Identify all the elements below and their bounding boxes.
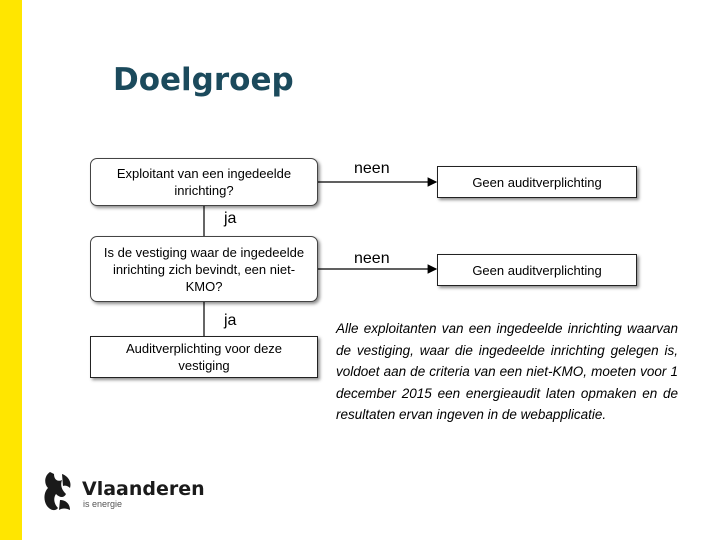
result-box-auditverplichting: Auditverplichting voor deze vestiging xyxy=(90,336,318,378)
edge-label-neen-1: neen xyxy=(354,160,390,177)
result-box-geen-audit-1: Geen auditverplichting xyxy=(437,166,637,198)
question-box-niet-kmo: Is de vestiging waar de ingedeelde inrichting zich bevindt, een niet-KMO? xyxy=(90,236,318,302)
result-box-geen-audit-2: Geen auditverplichting xyxy=(437,254,637,286)
edge-label-ja-1: ja xyxy=(224,210,237,227)
flemish-lion-logo-icon xyxy=(40,468,76,514)
logo-wordmark: Vlaanderen xyxy=(82,478,205,500)
question-box-exploitant: Exploitant van een ingedeelde inrichting? xyxy=(90,158,318,206)
edge-label-ja-2: ja xyxy=(224,312,237,329)
page-title: Doelgroep xyxy=(113,62,294,98)
explanation-note: Alle exploitanten van een ingedeelde inrichting waarvan de vestiging, waar die ingedeelde inrichting gelegen is, voldoet aan de criteria van een niet-KMO, moeten voor 1 december 2015 een energieaudit laten opmaken en de resultaten ervan ingeven in de webapplicatie. xyxy=(336,321,678,422)
edge-label-neen-2: neen xyxy=(354,250,390,267)
logo-tagline: is energie xyxy=(83,499,123,509)
